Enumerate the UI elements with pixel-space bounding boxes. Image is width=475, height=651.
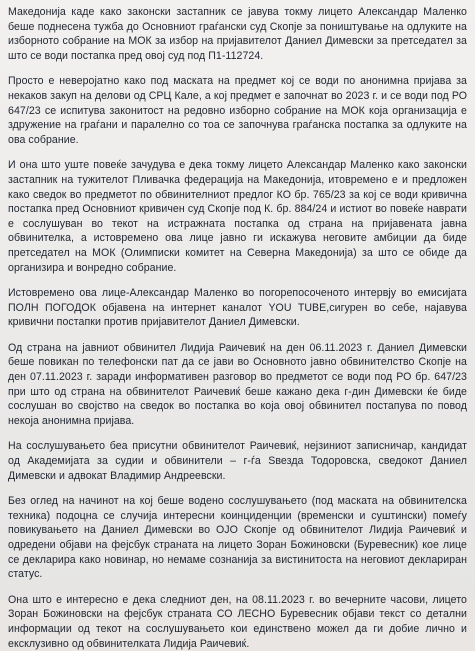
paragraph-1: Македонија каде како законски застапник се јавува токму лицето Александар Маленко беше поднесена тужба до Основниот граѓански суд Скопје за поништување на одлуките на изборното собрание на МОК за избор на пријавителот Даниел Димевски за претседател за што се води постапка пред овој суд под П1-112724.	[8, 6, 467, 62]
paragraph-7: Без оглед на начинот на кој беше водено сослушувањето (под маската на обвинителска техника) подоцна се случија интересни коинциденции (временски и суштински) помеѓу повикувањето на Даниел Димевски во ОЈО Скопје од обвинителот Лидија Раичевиќ и одредени објави на фејсбук страната на лицето Зоран Божиновски (Буревесник) кое лице се декларира како новинар, но немаме сознанија за вистинитоста на неговиот деклариран статус.	[8, 495, 467, 581]
paragraph-4: Истовремено ова лице-Александар Маленко во погорепосоченото интервју во емисијата ПОЛН ПОГОДОК објавена на интернет каналот YOU TUBE,сигурен во себе, најавува кривични постапки против пријавителот Даниел Димевски.	[8, 287, 467, 329]
paragraph-3: И она што уште повеќе зачудува е дека токму лицето Александар Маленко како законски застапник на тужителот Пливачка федерација на Македонија, итовремено е и предложен како сведок во предметот по обвинителниот предлог КО бр. 765/23 за кој се води кривична постапка пред Основниот кривичен суд Скопје под К. бр. 884/24 и истиот во повеќе наврати е сослушуван во текот на истражната постапка од страна на пријавената јавна обвинителка, а истовремено ова лице јавно ги искажува неговите амбиции да биде претседател на МОК (Олимписки комитет на Северна Македонија) за што се обиде да организира и вонредно собрание.	[8, 159, 467, 274]
paragraph-8: Она што е интересно е дека следниот ден, на 08.11.2023 г. во вечерните часови, лицето Зоран Божиновски на фејсбук страната СО ЛЕСНО Буревесник објави текст со детални информации од текот на сослушувањето кои единствено можел да ги добие лично и ексклузивно од обвинителката Лидија Раичевиќ.	[8, 593, 467, 650]
paragraph-2: Просто е неверојатно како под маската на предмет кој се води по анонимна пријава за некаков закуп на делови од СРЦ Кале, а кој предмет е започнат во 2023 г. и се води под РО 647/23 се испитува законитост на редовно изборно собрание на МОК која организација е здружение на граѓани и паралелно со тоа се започнува граѓанска постапка за одлуките на ова собрание.	[8, 75, 467, 146]
paragraph-6: На сослушувањето беа присутни обвинителот Раичевиќ, нејзиниот записничар, кандидат од Академијата за судии и обвинители – г-ѓа Ѕвезда Тодоровска, сведокот Даниел Димевски и адвокат Владимир Андреевски.	[8, 440, 467, 482]
paragraph-5: Од страна на јавниот обвинител Лидија Раичевиќ на ден 06.11.2023 г. Даниел Димевски беше повикан по телефонски пат да се јави во Основното јавно обвинителство Скопје на ден 07.11.2023 г. заради информативен разговор во предметот се води под РО бр. 647/23 при што од страна на обвинителот Раичевиќ беше кажано дека г-дин Димевски ќе биде сослушан во својство на сведок во постапка во која овој обвинител постапува по повод некоја анонимна пријава.	[8, 341, 467, 427]
